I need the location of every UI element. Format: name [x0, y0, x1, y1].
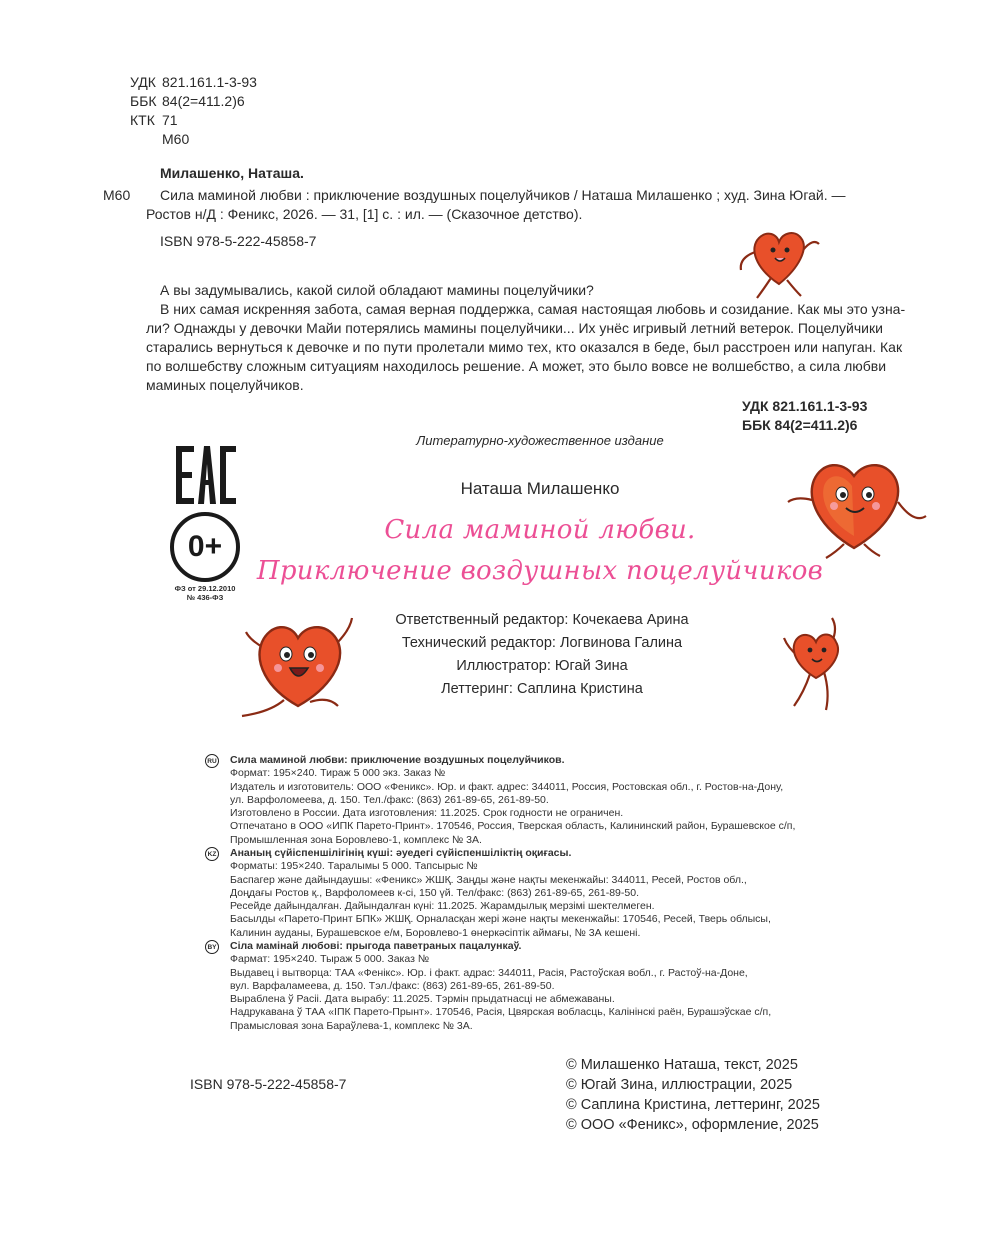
udk-row: УДК 821.161.1-3-93 — [130, 74, 257, 90]
imprint-line: Промышленная зона Боровлево-1, комплекс № 3А. — [230, 833, 482, 846]
law-note: ФЗ от 29.12.2010 № 436-ФЗ — [174, 584, 236, 602]
imprint-line: Баспагер және дайындаушы: «Феникс» ЖШҚ. Заңды және нақты мекенжайы: 344011, Ресей, Ростов обл., — [230, 873, 747, 886]
badge-by: BY — [205, 940, 219, 954]
copyright-line: © ООО «Феникс», оформление, 2025 — [566, 1117, 819, 1133]
imprint-by-title: Сіла мамінай любові: прыгода паветраных пацалункаў. — [230, 940, 522, 952]
imprint-line: вул. Варфаламеева, д. 150. Тэл./факс: (863) 261-89-65, 261-89-50. — [230, 979, 555, 992]
imprint-line: Изготовлено в России. Дата изготовления: 11.2025. Срок годности не ограничен. — [230, 807, 624, 820]
imprint-line: Выдавец і вытворца: ТАА «Фенікс». Юр. і факт. адрас: 344011, Расія, Растоўская вобл., г. Растоў-на-Доне, — [230, 966, 748, 979]
copyright-line: © Милашенко Наташа, текст, 2025 — [566, 1057, 798, 1073]
imprint-kz-title: Ананың сүйіспеншілігінің күші: әуедегі сүйіспеншіліктің оқиғасы. — [230, 847, 572, 859]
right-bbk: ББК 84(2=411.2)6 — [742, 417, 858, 433]
imprint-line: Фармат: 195×240. Тыраж 5 000. Заказ № — [230, 953, 430, 966]
bib-line-2: Ростов н/Д : Феникс, 2026. — 31, [1] с. : ил. — (Сказочное детство). — [146, 206, 583, 222]
annotation-line: маминых поцелуйчиков. — [146, 377, 304, 393]
book-title-line-1: Сила маминой любви. — [384, 515, 696, 545]
copyright-block — [566, 1055, 820, 1135]
edition-type: Литературно-художественное издание — [416, 433, 664, 448]
staff-illustrator: Иллюстратор: Югай Зина — [456, 658, 628, 674]
imprint-ru — [230, 754, 870, 847]
imprint-line: Форматы: 195×240. Таралымы 5 000. Тапсырыс № — [230, 860, 478, 873]
bib-mark: М60 — [103, 187, 131, 203]
annotation-line: В них самая искренняя забота, самая верная поддержка, самая настоящая любовь и созидание. Как мы это узна- — [160, 301, 906, 317]
heart-character-icon — [780, 452, 940, 562]
author-mark: М60 — [162, 131, 190, 147]
book-title-line-2: Приключение воздушных поцелуйчиков — [256, 556, 824, 586]
staff-list — [342, 610, 742, 699]
annotation-line: старались вернуться к девочке и по пути пролетали мимо тех, кто оказался в беде, был расстроен или напуган. Как — [146, 339, 903, 355]
svg-text:EAC: EAC — [170, 440, 173, 441]
imprint-line: Ресейде дайындалған. Дайындалған күні: 11.2025. Жарамдылық мерзімі шектелмеген. — [230, 900, 655, 913]
badge-ru: RU — [205, 754, 219, 768]
bib-isbn: ISBN 978-5-222-45858-7 — [160, 233, 317, 249]
title-author: Наташа Милашенко — [460, 479, 620, 498]
imprint-line: Доңдағы Ростов қ., Варфоломеев к-сі, 150 үй. Тел/факс: (863) 261-89-65, 261-89-50. — [230, 886, 639, 899]
annotation-line: по волшебству сложным ситуациям находилось решение. А может, это было вовсе не волшебство, а сила любви — [146, 358, 887, 374]
right-codes — [742, 397, 867, 435]
eac-mark — [170, 440, 240, 515]
imprint-line: Отпечатано в ООО «ИПК Парето-Принт». 170546, Россия, Тверская область, Калининский район, Бурашевское с/п, — [230, 820, 796, 833]
ktk-row: КТК 71 — [130, 112, 178, 128]
imprint-line: Надрукавана ў ТАА «ІПК Парето-Прынт». 170546, Расія, Цвярская вобласць, Калінінскі раён, Бурашэўскае с/п, — [230, 1006, 772, 1019]
bib-author: Милашенко, Наташа. — [160, 165, 304, 181]
footer-isbn: ISBN 978-5-222-45858-7 — [190, 1076, 347, 1092]
imprint-line: Выраблена ў Расіі. Дата вырабу: 11.2025. Тэрмін прыдатнасці не абмежаваны. — [230, 993, 615, 1006]
imprint-line: Формат: 195×240. Тираж 5 000 экз. Заказ № — [230, 767, 446, 780]
copyright-line: © Югай Зина, иллюстрации, 2025 — [566, 1077, 793, 1093]
imprint-line: Калинин ауданы, Бурашевское е/м, Боровлево-1 өнеркәсіптік аймағы, № 3А кешені. — [230, 926, 641, 939]
heart-character-icon — [735, 218, 830, 303]
imprint-line: Басылды «Парето-Принт БПК» ЖШҚ. Орналасқан жері және нақты мекенжайы: 170546, Ресей, Тверь облысы, — [230, 913, 771, 926]
imprint-by — [230, 940, 870, 1033]
staff-tech-editor: Технический редактор: Логвинова Галина — [401, 635, 683, 651]
heart-character-icon — [236, 612, 366, 727]
staff-editor: Ответственный редактор: Кочекаева Арина — [395, 612, 689, 628]
bbk-row: ББК 84(2=411.2)6 — [130, 93, 245, 109]
heart-character-icon — [780, 612, 860, 717]
staff-lettering: Леттеринг: Саплина Кристина — [441, 681, 643, 697]
annotation-line: ли? Однажды у девочки Майи потерялись мамины поцелуйчики... Их унёс игривый летний ветерок. Поцелуйчики — [146, 320, 883, 336]
imprint-line: Прамысловая зона Бараўлева-1, комплекс № 3А. — [230, 1019, 473, 1032]
annotation-body — [146, 300, 906, 395]
copyright-line: © Саплина Кристина, леттеринг, 2025 — [566, 1097, 820, 1113]
imprint-line: Издатель и изготовитель: ООО «Феникс». Юр. и факт. адрес: 344011, Россия, Ростовская обл., г. Ростов-на-Дону, — [230, 780, 784, 793]
eac-logo-icon — [170, 440, 240, 510]
annotation-first: А вы задумывались, какой силой обладают мамины поцелуйчики? — [160, 282, 594, 298]
imprint-ru-title: Сила маминой любви: приключение воздушных поцелуйчиков. — [230, 754, 565, 766]
right-udk: УДК 821.161.1-3-93 — [742, 398, 868, 414]
bib-line-1: Сила маминой любви : приключение воздушных поцелуйчиков / Наташа Милашенко ; худ. Зина Югай. — — [160, 187, 846, 203]
imprint-kz — [230, 847, 870, 940]
badge-kz: KZ — [205, 847, 219, 861]
age-rating-badge: 0+ — [170, 512, 240, 582]
imprint-line: ул. Варфоломеева, д. 150. Тел./факс: (863) 261-89-65, 261-89-50. — [230, 793, 549, 806]
header-codes — [130, 73, 257, 149]
